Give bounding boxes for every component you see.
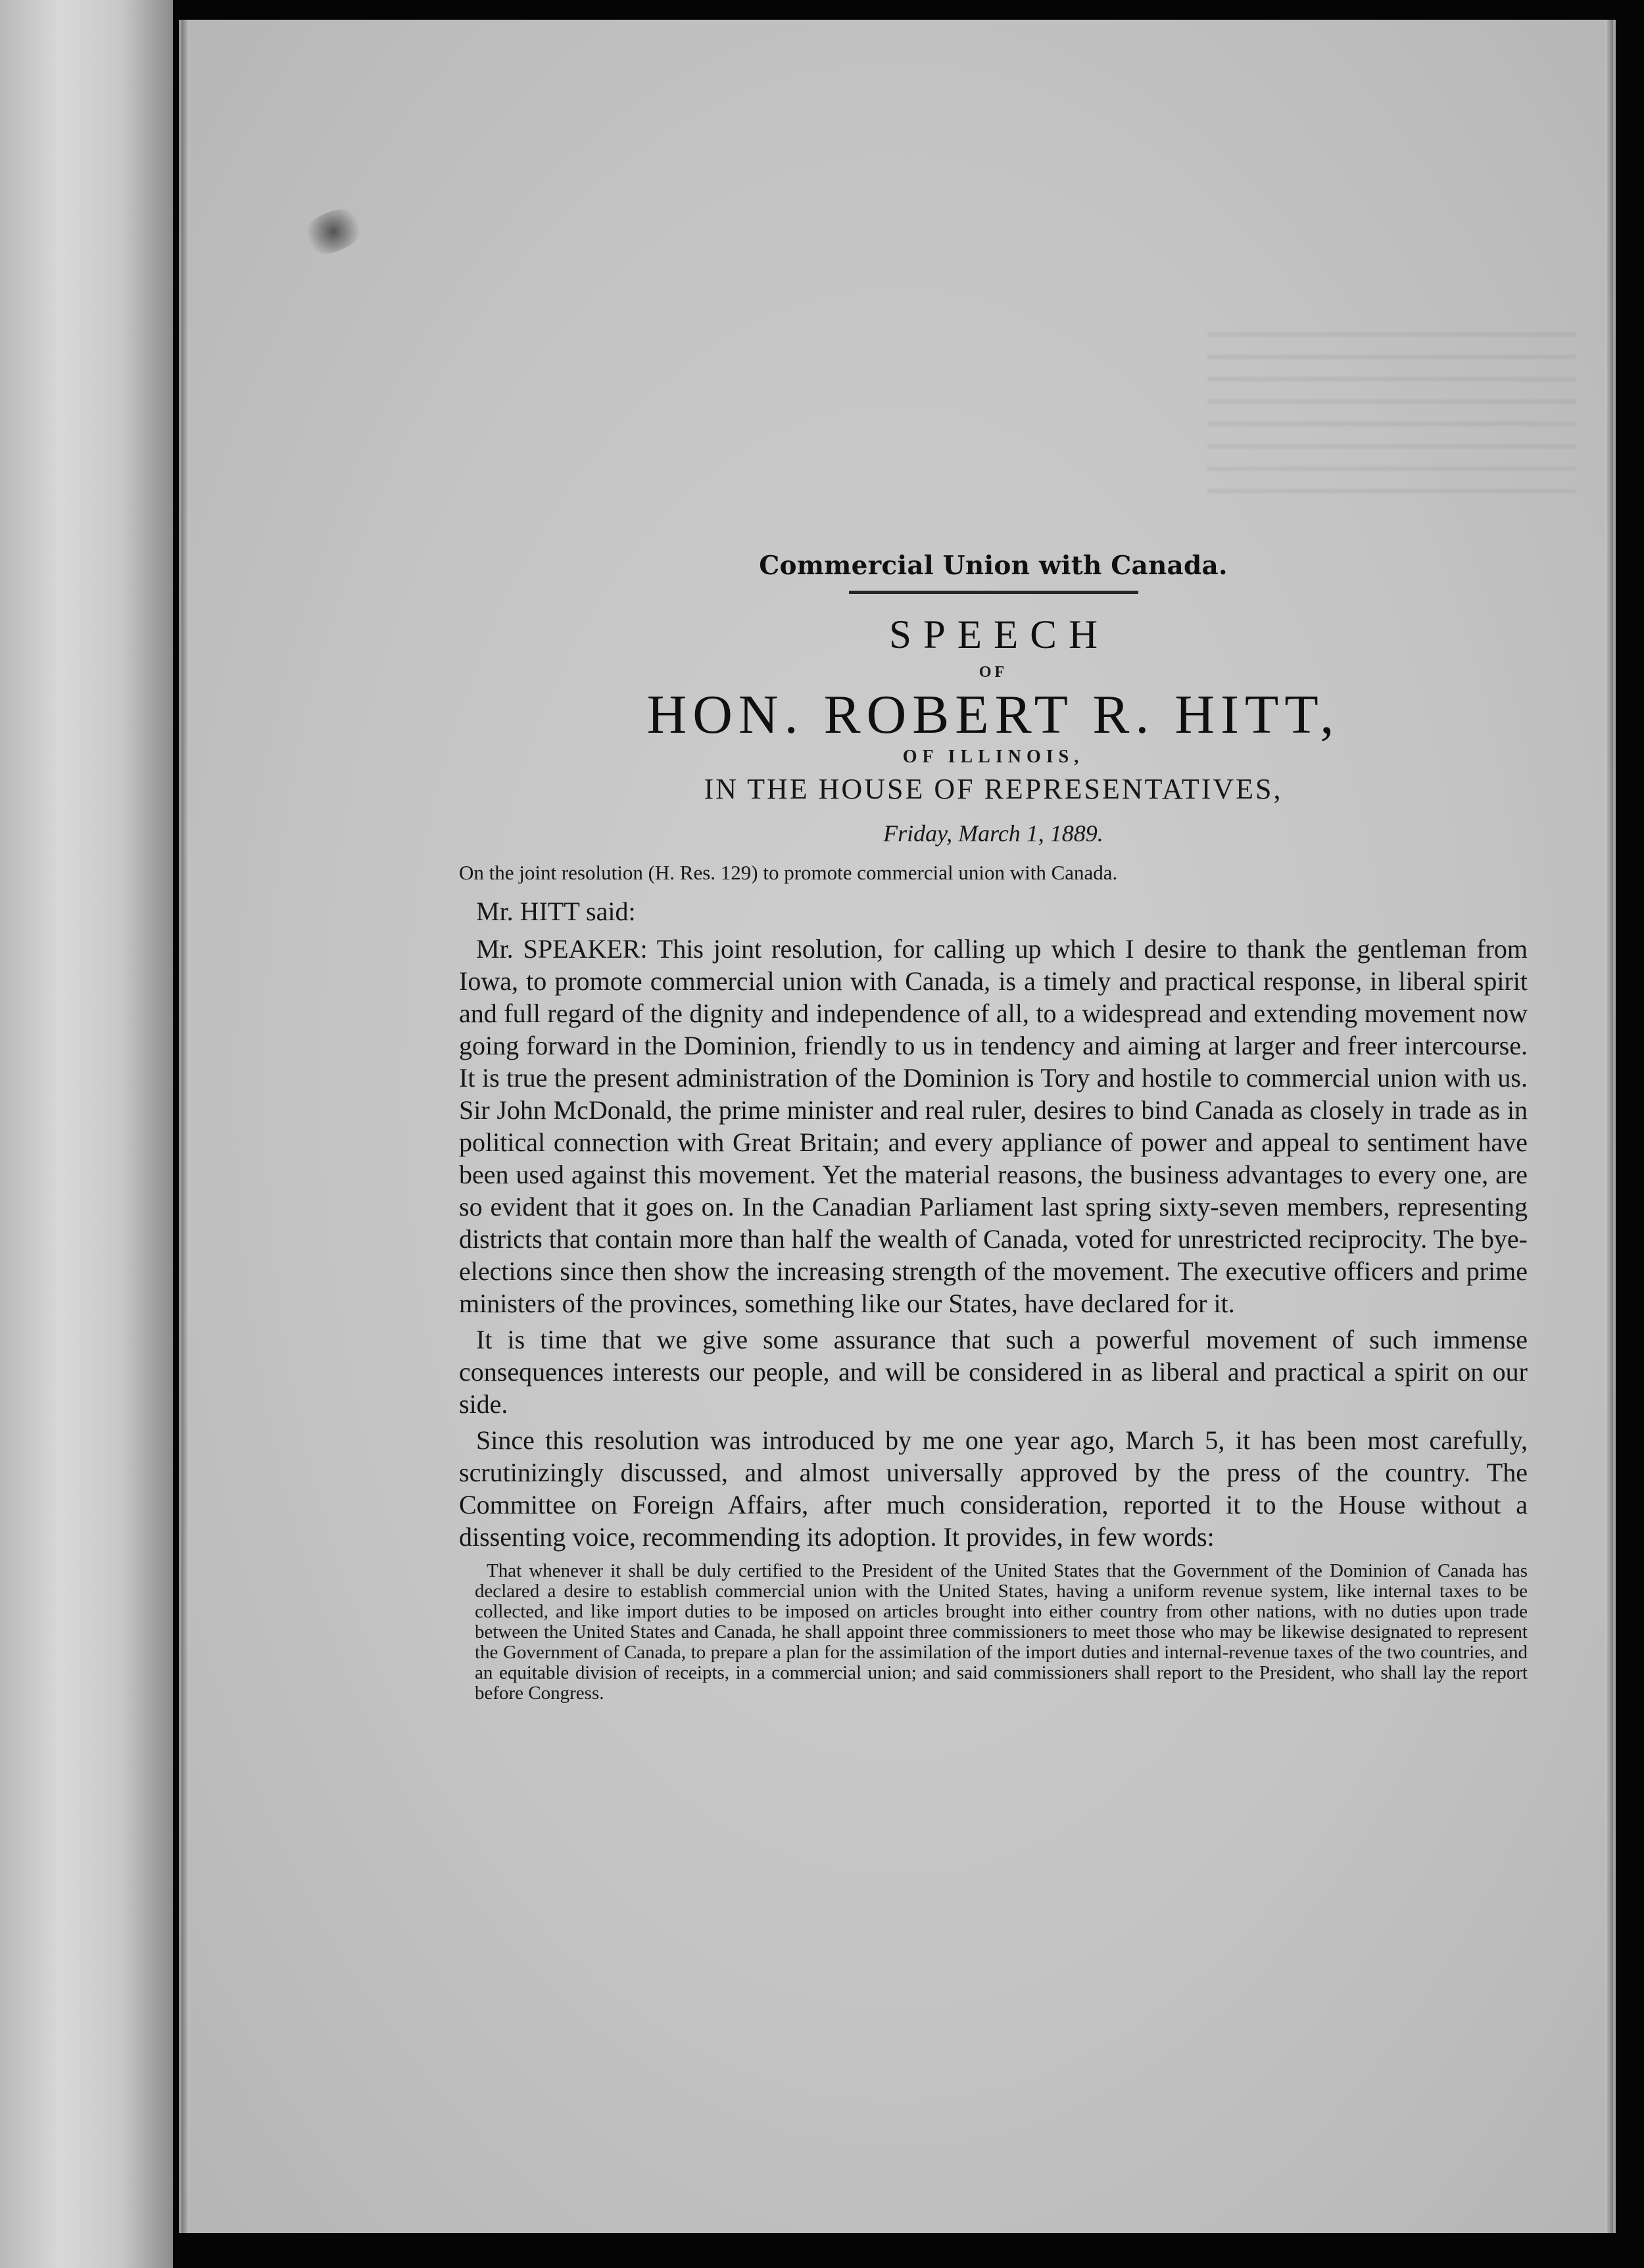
state-line: OF ILLINOIS, (902, 747, 1084, 767)
speech-heading: SPEECH (888, 613, 1110, 657)
speech-body (459, 933, 1528, 1553)
quoted-resolution: That whenever it shall be duly certified to the President of the United States that the Government of the Dominion of Canada has declared a desire to establish commercial union with the United States, having a uniform revenue system, like internal taxes to be collected, and like import duties to be imposed on articles brought into either country from other nations, with no duties upon trade between the United States and Canada, he shall appoint three commissioners to meet those who may be likewise designated to represent the Government of Canada, to prepare a plan for the assimilation of the import duties and internal-revenue taxes of the two countries, and an equitable division of receipts, in a commercial union; and said commissioners shall report to the President, who shall lay the report before Congress. (475, 1560, 1528, 1704)
title-rule (849, 591, 1138, 594)
of-label: OF (979, 664, 1008, 681)
speech-paragraph: It is time that we give some assurance that such a powerful movement of such immense consequences interests our people, and will be considered in as liberal and practical a spirit on our side. (459, 1325, 1528, 1419)
house-line: IN THE HOUSE OF REPRESENTATIVES, (704, 773, 1283, 805)
speech-paragraph: Mr. SPEAKER: This joint resolution, for calling up which I desire to thank the gentleman from Iowa, to promote commercial union with Canada, is a timely and practical response, in liberal spirit and full regard of the dignity and independence of all, to a widespread and extending movement now going forward in the Dominion, friendly to us in tendency and aiming at larger and freer intercourse. It is true the present administration of the Dominion is Tory and hostile to commercial union with us. Sir John McDonald, the prime minister and real ruler, desires to bind Canada as closely in trade as in political connection with Great Britain; and every appliance of power and appeal to sentiment have been used against this movement. Yet the material reasons, the business advantages to every one, are so evident that it goes on. In the Canadian Parliament last spring sixty-seven members, representing districts that contain more than half the wealth of Canada, voted for unrestricted reciprocity. The bye-elections since then show the increasing strength of the movement. The executive officers and prime ministers of the provinces, something like our States, have declared for it. (459, 934, 1528, 1318)
facing-page-edge (0, 0, 173, 2268)
page-left-shadow (181, 20, 189, 2233)
speech-document (459, 530, 1528, 1704)
speech-paragraph: Since this resolution was introduced by me one year ago, March 5, it has been most carefully, scrutinizingly discussed, and almost universally approved by the press of the country. The Committee on Foreign Affairs, after much consideration, reported it to the House without a dissenting voice, recommending its adoption. It provides, in few words: (459, 1425, 1528, 1552)
speech-date: Friday, March 1, 1889. (883, 820, 1103, 847)
document-page (179, 20, 1616, 2233)
resolution-summary: On the joint resolution (H. Res. 129) to promote commercial union with Canada. (459, 861, 1118, 884)
ink-smudge (299, 202, 368, 260)
opening-line: Mr. HITT said: (476, 897, 636, 926)
page-right-shadow (1605, 20, 1613, 2233)
show-through-text (1207, 332, 1576, 497)
document-title: Commercial Union with Canada. (759, 551, 1228, 581)
speaker-name: HON. ROBERT R. HITT, (646, 684, 1340, 745)
